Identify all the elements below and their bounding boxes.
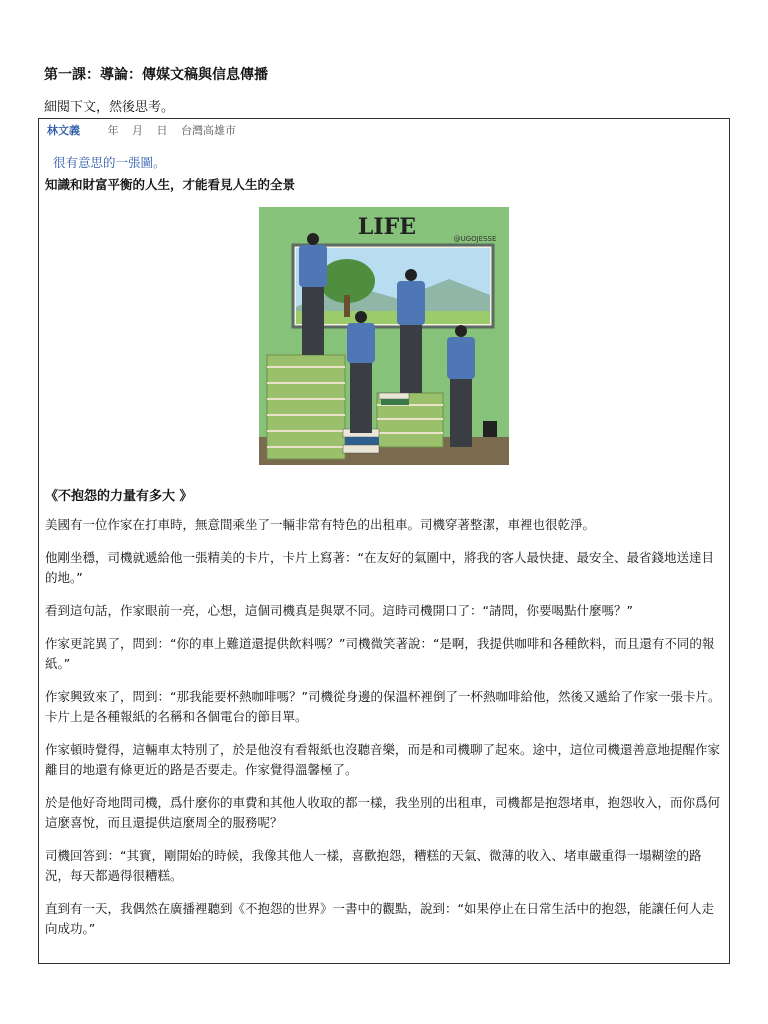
money-stack-tall [267,355,345,459]
tree-trunk [344,295,350,317]
person-3 [397,269,425,393]
story-paragraph: 作家興致來了，問到：“那我能要杯熱咖啡嗎？”司機從身邊的保溫杯裡倒了一杯熱咖啡給他，然後又遞給了作家一張卡片。卡片上是各種報紙的名稱和各個電台的節目單。 [45,689,721,724]
date-day: 日 [156,124,168,137]
person-4 [447,325,475,447]
life-word: LIFE [357,214,417,240]
article-box [38,118,730,964]
story-paragraph: 美國有一位作家在打車時，無意間乘坐了一輛非常有特色的出租車。司機穿著整潔，車裡也很乾淨。 [45,517,596,532]
story-title: 《不抱怨的力量有多大 》 [45,489,193,504]
story-paragraph: 他剛坐穩，司機就遞給他一張精美的卡片，卡片上寫著：“在友好的氣圍中，將我的客人最快捷、最安全、最省錢地送達目的地。” [45,550,714,585]
person-1 [299,233,327,355]
lesson-instruction: 細閱下文，然後思考。 [44,100,175,115]
story-paragraph: 司機回答到：“其實，剛開始的時候，我像其他人一樣，喜歡抱怨，糟糕的天氣、微薄的收入、堵車嚴重得一塌糊塗的路況，每天都過得很糟糕。 [45,848,702,883]
post-headline: 知識和財富平衡的人生，才能看見人生的全景 [45,177,296,192]
author-name[interactable]: 林文義 [47,124,80,137]
lesson-title: 第一課：導論：傳媒文稿與信息傳播 [44,67,268,83]
post-meta [47,122,236,138]
post-caption: 很有意思的一張圖。 [53,155,166,170]
story-paragraph: 作家頓時覺得，這輛車太特別了，於是他沒有看報紙也沒聽音樂，而是和司機聊了起來。途中，這位司機還善意地提醒作家離目的地還有條更近的路是否要走。作家覺得溫馨極了。 [45,742,721,777]
story-paragraph: 作家更詫異了，問到：“你的車上難道還提供飲料嗎？”司機微笑著說：“是啊，我提供咖啡和各種飲料，而且還有不同的報紙。” [45,636,715,671]
post-location: 台灣高雄市 [181,124,236,137]
meadow [296,311,490,324]
life-illustration [259,207,509,465]
story-paragraph: 看到這句話，作家眼前一亮，心想，這個司機真是與眾不同。這時司機開口了：“請問，你要喝點什麼嗎？” [45,603,633,618]
date-month: 月 [132,124,143,137]
floor-badge [483,421,497,437]
story-body [45,515,725,952]
artist-handle: @UGOJESSE [453,235,497,243]
story-paragraph: 直到有一天，我偶然在廣播裡聽到《不抱怨的世界》一書中的觀點，說到：“如果停止在日常生活中的抱怨，能讓任何人走向成功。” [45,901,714,936]
story-paragraph: 於是他好奇地問司機，爲什麼你的車費和其他人收取的都一樣，我坐別的出租車，司機都是抱怨堵車，抱怨收入，而你爲何這麼喜悅，而且還提供這麼周全的服務呢？ [45,795,721,830]
person-2 [347,311,375,433]
date-year: 年 [107,124,119,137]
